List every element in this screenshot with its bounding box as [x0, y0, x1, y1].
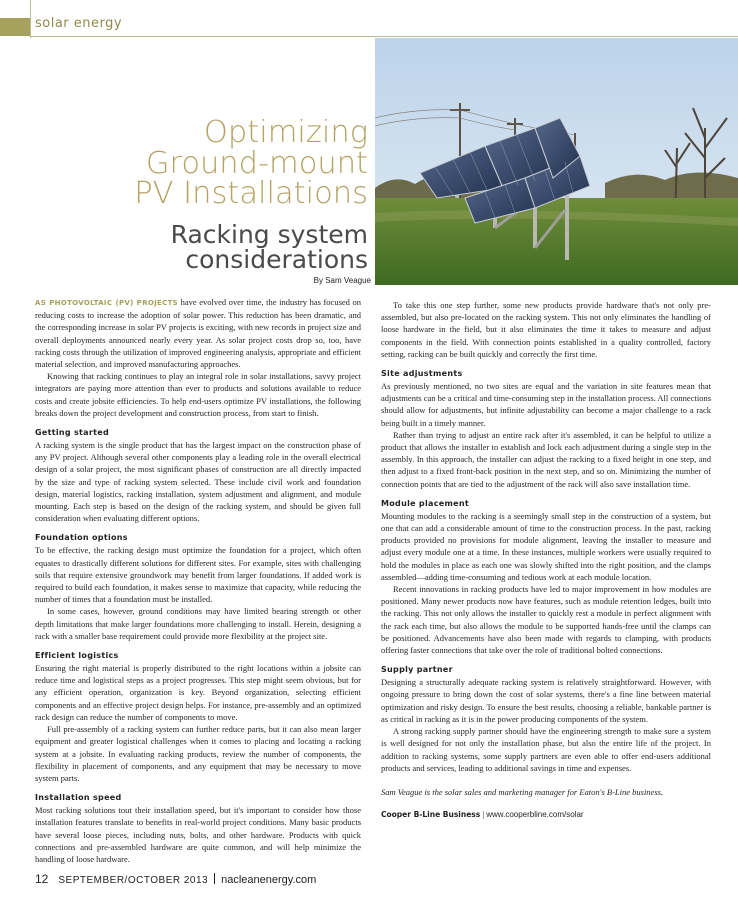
subhead-module: Module placement	[381, 498, 469, 508]
author-bio: Sam Veague is the solar sales and marketing manager for Eaton's B-Line business.	[381, 786, 664, 797]
subhead-getting-started: Getting started	[35, 428, 109, 438]
intro-paragraph	[35, 296, 361, 370]
subtitle-line: Racking system	[170, 220, 368, 249]
body-paragraph: As previously mentioned, no two sites are equal and the variation in site features mean that adjustments can be a critical and time-consuming step in the installation process. All connections should allow for adjustments, but infinite adjustability can become a major challenge to a rack being built in a timely manner.	[381, 381, 712, 428]
section-color-tab	[0, 18, 30, 36]
title-line: PV Installations	[134, 176, 368, 211]
intro-text: have evolved over time, the industry has focused on reducing costs to increase the adoption of solar power. This reduction has been dramatic, and the corresponding increase in solar PV projects is exciting, with new records in project size and overall deployments announced nearly every year. As solar project costs drop so, too, have racking costs through the utilization of improved engineering analysis, appropriate and efficient material selection, and improved manufacturing approaches.	[35, 297, 361, 370]
body-paragraph: To be effective, the racking design must optimize the foundation for a project, which often equates to drastically different solutions for different sites. For example, sites with challenging soils that require extensive groundwork may benefit from larger foundations. If added work is required to build each foundation, it makes sense to maximize that capacity, while reducing the number of times that a foundation must be installed.	[35, 545, 361, 605]
subhead-logistics: Efficient logistics	[35, 651, 119, 661]
company-url[interactable]: www.cooperbline.com/solar	[486, 810, 584, 820]
company-contact: Cooper B-Line Business | www.cooperbline.com/solar	[381, 809, 584, 820]
right-column	[381, 299, 711, 821]
subhead-foundation: Foundation options	[35, 533, 128, 543]
page-number: 12	[35, 872, 49, 886]
article-title	[134, 115, 368, 211]
body-paragraph: Designing a structurally adequate racking system is relatively straightforward. However, with ongoing pressure to bring down the cost of solar systems, there's a fine line between material optimization and risky design. To ensure the best results, choosing a reliable, bankable partner is as critical in racking as it is in the power producing components of the system.	[381, 677, 711, 724]
lead-in: AS PHOTOVOLTAIC (PV) PROJECTS	[35, 299, 178, 307]
byline: By Sam Veague	[313, 276, 371, 285]
subhead-site: Site adjustments	[381, 369, 463, 379]
body-paragraph: Ensuring the right material is properly distributed to the right locations within a jobsite can reduce time and logistical steps as a project progresses. This step might seem obvious, but for any efficient operation, organization is key. Beyond organization, selecting efficient components and an effective project design helps. For instance, pre-assembly and an optimized rack design can reduce the number of components to move.	[35, 663, 361, 722]
body-paragraph: To take this one step further, some new products provide hardware that's not only pre-assembled, but also pre-located on the racking system. This not only eliminates the handling of loose hardware in the field, but it also eliminates the time it takes to measure and adjust components in the field. With connection points established in a quality controlled, factory setting, racking can be built quickly and correctly the first time.	[381, 300, 711, 359]
body-paragraph: Full pre-assembly of a racking system can further reduce parts, but it can also mean larger equipment and greater logistical challenges when it comes to placing and locating a racking system at a jobsite. In evaluating racking products, review the number of components, the flexibility in placement of components, and any equipment that may be necessary to move system parts.	[35, 724, 361, 783]
website[interactable]: nacleanenergy.com	[221, 874, 317, 886]
issue-date: SEPTEMBER/OCTOBER 2013	[58, 875, 209, 886]
subtitle-line: considerations	[185, 245, 368, 274]
page-footer	[35, 872, 316, 886]
body-paragraph: Knowing that racking continues to play an integral role in solar installations, savvy project integrators are paying more attention than ever to products and solutions available to reduce costs and create jobsite efficiencies. To help end-users optimize PV installations, the following breaks down the project development and construction process, from start to finish.	[35, 371, 361, 418]
company-name: Cooper B-Line Business	[381, 810, 481, 820]
body-paragraph: Most racking solutions tout their installation speed, but it's important to consider how those installation features translate to benefits in real-world project conditions. Many basic products have several loose pieces, including nuts, bolts, and other hardware. Products with quick connections and pre-assembled hardware are quite common, and will help minimize the handling of loose hardware.	[35, 805, 361, 864]
body-paragraph: Recent innovations in racking products have led to major improvement in how modules are positioned. Many newer products now have features, such as module retention ledges, built into the racking. This not only allows the installer to quickly rest a module in perfect alignment with the rack each time, but also allows the module to be supported hands-free until the clamps can be positioned. Advancements have also been made with regards to clamping, with products offering faster connections that take over the role of traditional bolted connections.	[381, 584, 711, 656]
title-line: Ground-mount	[145, 145, 368, 181]
header-divider	[30, 0, 31, 38]
header-rule	[30, 36, 738, 37]
left-column	[35, 296, 361, 865]
body-paragraph: A strong racking supply partner should have the engineering strength to make sure a system is well designed for not only the installation phase, but also the entire life of the project. In addition to racking systems, some supply partners are even able to offer end-users additional products and services, leading to additional savings in time and expenses.	[381, 726, 711, 773]
body-paragraph: In some cases, however, ground conditions may have limited bearing strength or other depth limitations that make larger foundations more challenging to install. Herein, designing a rack with a smaller base requirement could provide more flexibility at the project site.	[35, 606, 361, 641]
body-paragraph: Mounting modules to the racking is a seemingly small step in the construction of a system, but one that can add a considerable amount of time to the construction process. In the past, racking products provided no provisions for module alignment, leaving the installer to measure and adjust every module one at a time. In these instances, multiple workers were usually required to hold the modules in place as each one was slowly shifted into the right position, and the clamps assembled—adding time-consuming and tedious work at each module location.	[381, 510, 711, 582]
title-line: Optimizing	[203, 115, 368, 150]
subhead-supply: Supply partner	[381, 665, 453, 675]
article-subtitle	[171, 222, 368, 272]
solar-array-photo	[375, 38, 738, 285]
footer-divider	[214, 873, 215, 884]
section-label: solar energy	[35, 16, 123, 31]
body-paragraph: A racking system is the single product that has the largest impact on the construction phase of any PV project. Although several other components play a leading role in the overall electrical design of a solar project, the most significant phases of construction are all directly impacted by the size and type of racking system selected. These include civil work and foundation design, material logistics, racking installation, system adjustment and alignment, and module mounting. Each step is based on the design of the racking system, and should be given full consideration when evaluating different options.	[35, 440, 361, 524]
subhead-speed: Installation speed	[35, 793, 122, 803]
body-paragraph: Rather than trying to adjust an entire rack after it's assembled, it can be helpful to utilize a product that allows the installer to establish and lock each adjustment during a single step in the assembly. In this approach, the installer can adjust the racking to a fixed height in one step, and then adjust to a fixed front-back position in the next step, and so on. Minimizing the number of connection points that are tied to the adjustment of the rack will also save installation time.	[381, 429, 711, 489]
